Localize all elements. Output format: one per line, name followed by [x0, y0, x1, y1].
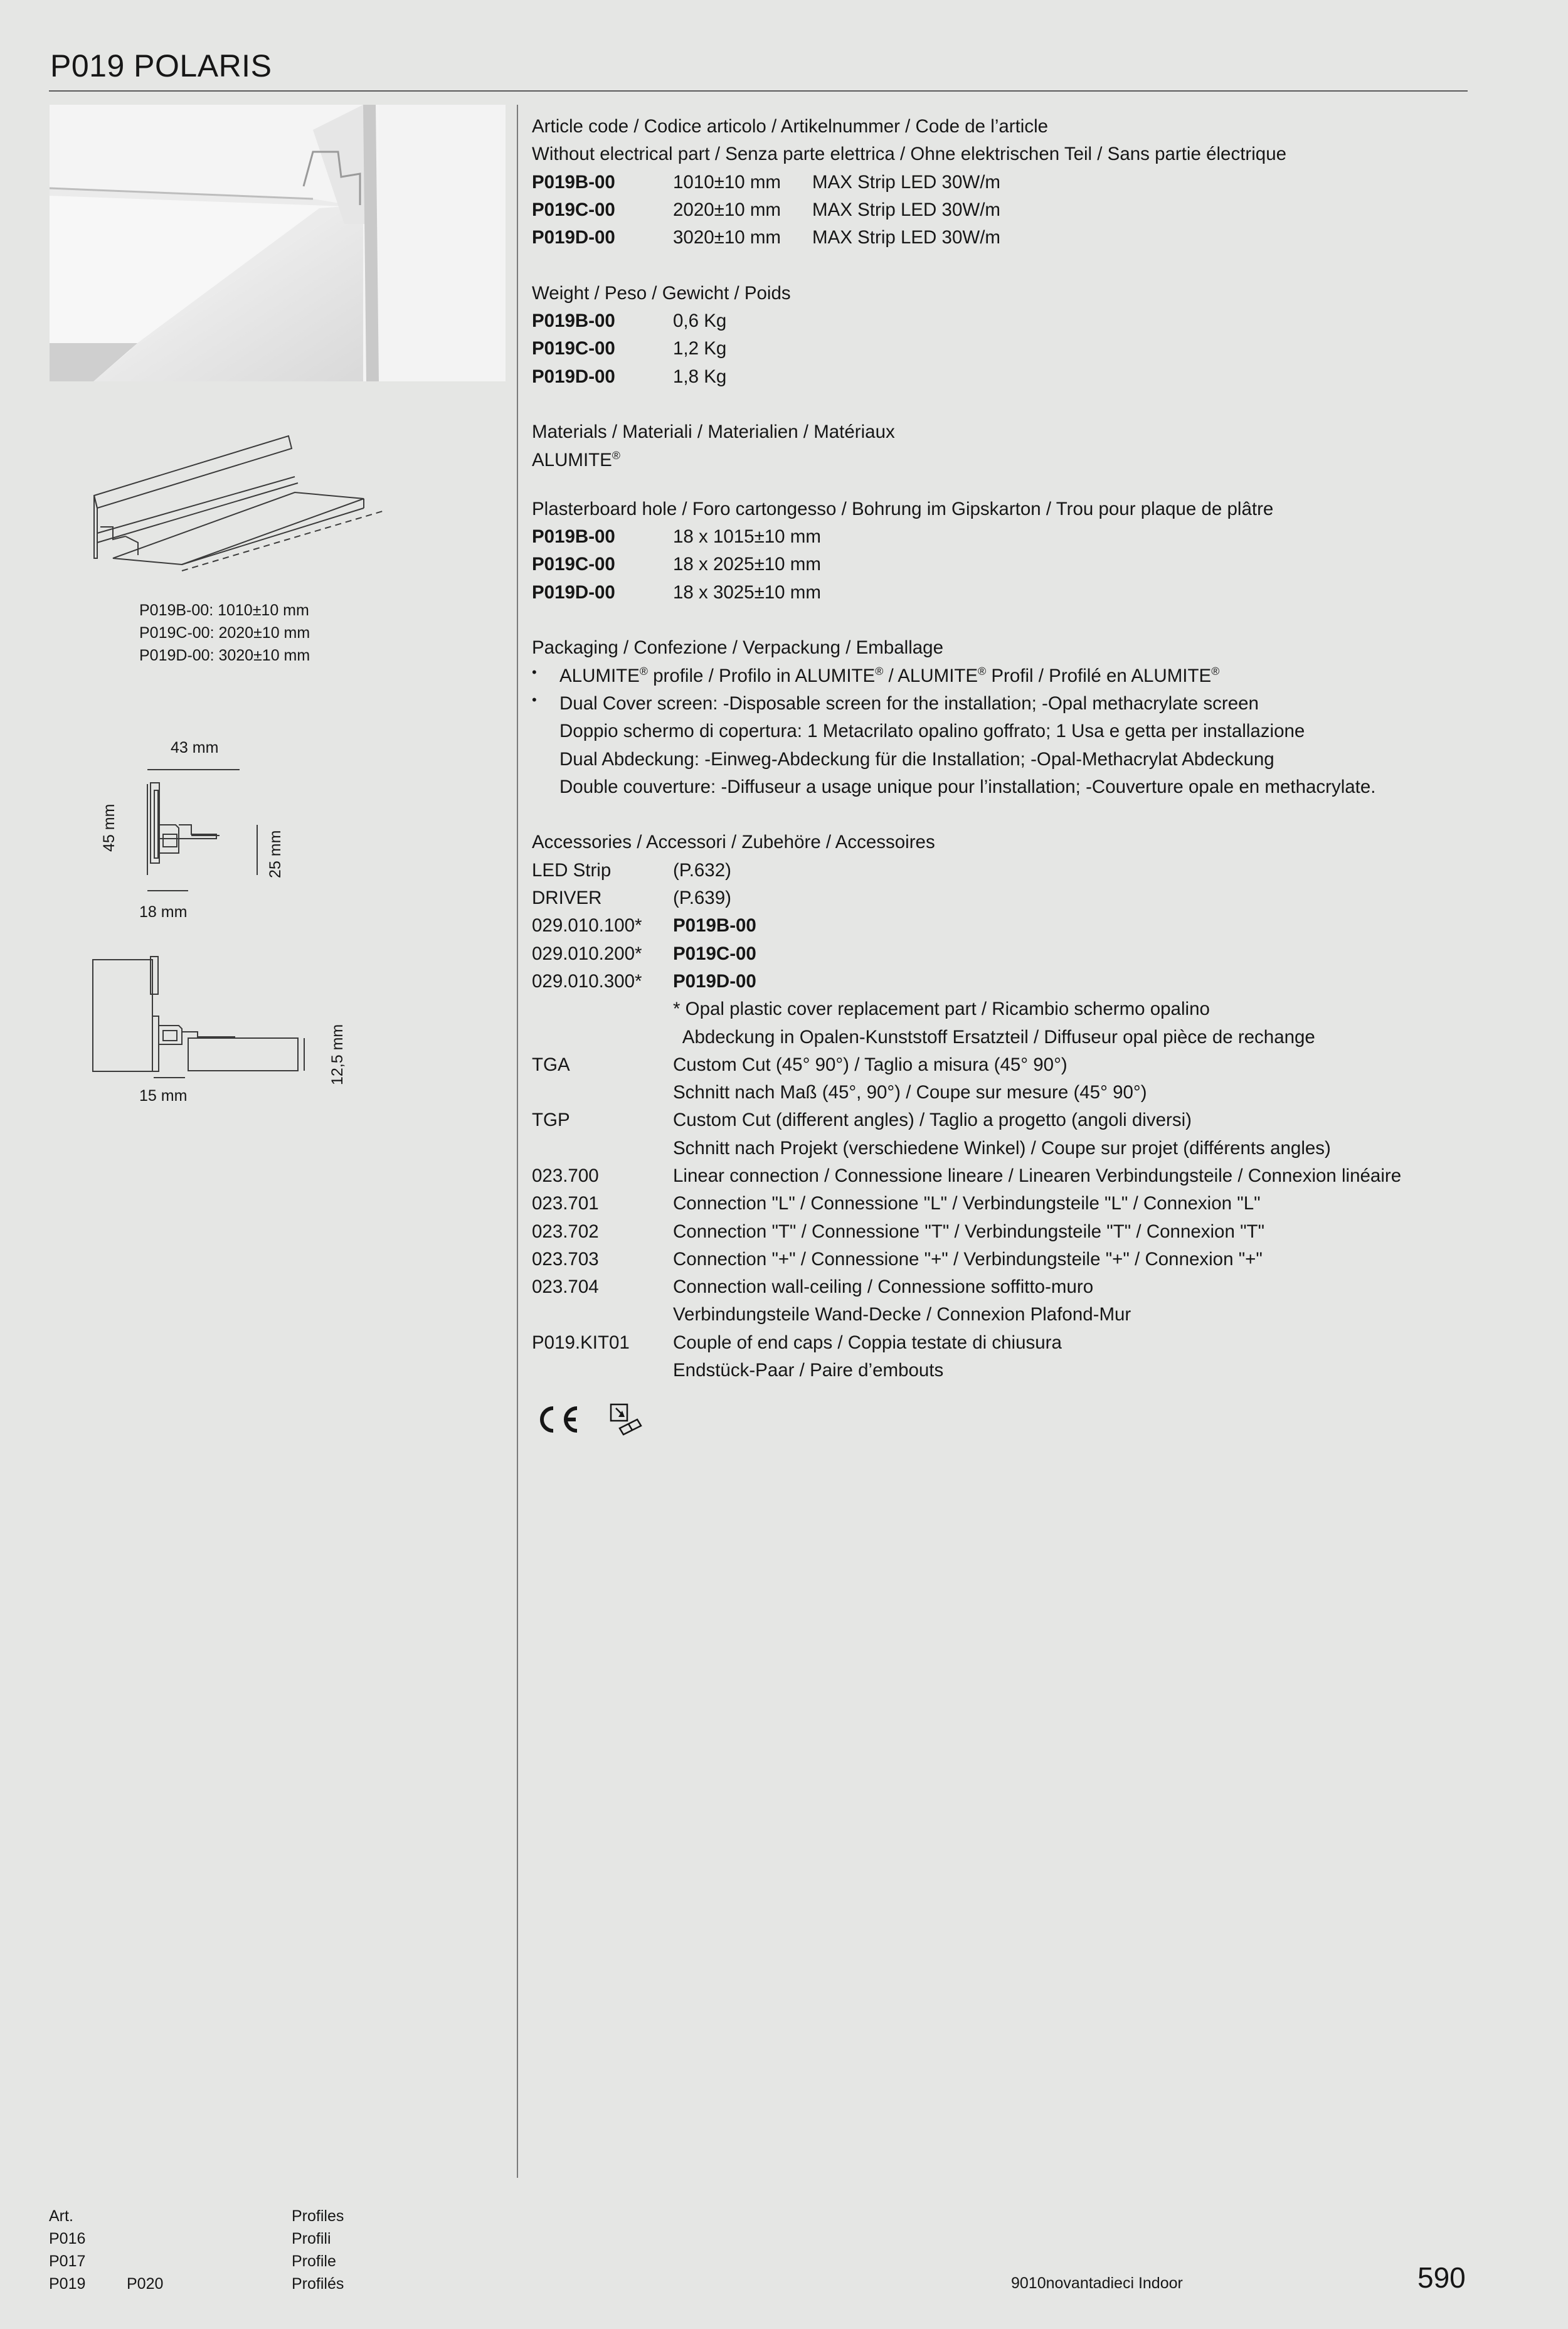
accessory-text: P019B-00: [673, 915, 756, 936]
accessory-code: 029.010.200*: [532, 943, 642, 964]
accessory-row: [532, 1106, 1468, 1134]
dim-height-label-2: 12,5 mm: [329, 1024, 346, 1085]
article-row: [532, 196, 1468, 224]
footer-articles: [49, 2205, 164, 2295]
accessory-row: [532, 1273, 1468, 1301]
accessory-text: Custom Cut (45° 90°) / Taglio a misura (45° 90°): [673, 1054, 1067, 1075]
weight-value: 1,2 Kg: [673, 338, 727, 359]
accessory-text: Connection wall-ceiling / Connessione soffitto-muro: [673, 1276, 1094, 1298]
accessory-code: 023.702: [532, 1221, 599, 1242]
materials-value: ALUMITE®: [532, 448, 620, 470]
weight-code: P019C-00: [532, 338, 615, 359]
article-row: [532, 224, 1468, 252]
accessory-row: [532, 857, 1468, 884]
hole-row: [532, 523, 1468, 551]
section-drawing-1: [119, 765, 282, 903]
footer-article: P017: [49, 2252, 86, 2270]
accessory-code: 029.010.300*: [532, 970, 642, 992]
accessory-text: Connection "L" / Connessione "L" / Verbindungsteile "L" / Connexion "L": [673, 1193, 1261, 1214]
article-info: MAX Strip LED 30W/m: [812, 171, 1000, 193]
accessory-code: 023.703: [532, 1248, 599, 1270]
accessory-code: 023.701: [532, 1193, 599, 1214]
article-row: [532, 169, 1468, 196]
dim-bottom-label-2: 15 mm: [139, 1087, 188, 1105]
length-item: P019B-00: 1010±10 mm: [139, 602, 309, 619]
accessory-row: [532, 1301, 1468, 1329]
accessory-text: P019D-00: [673, 970, 756, 992]
weight-row: [532, 335, 1468, 363]
article-code: P019B-00: [532, 171, 615, 193]
weight-code: P019D-00: [532, 366, 615, 387]
accessory-code: 023.700: [532, 1165, 599, 1186]
footer-categories: [292, 2205, 344, 2295]
weight-row: [532, 307, 1468, 335]
accessory-row: [532, 1135, 1468, 1162]
accessory-row: [532, 940, 1468, 968]
article-length: 3020±10 mm: [673, 227, 781, 248]
accessory-code: 029.010.100*: [532, 915, 642, 936]
accessory-row: [532, 1190, 1468, 1218]
spec-column: [532, 113, 1468, 1445]
hole-code: P019D-00: [532, 581, 615, 603]
article-code: P019D-00: [532, 227, 615, 248]
accessory-code: 023.704: [532, 1276, 599, 1298]
length-item: P019C-00: 2020±10 mm: [139, 624, 310, 642]
column-divider: [517, 105, 518, 2178]
weight-code: P019B-00: [532, 310, 615, 332]
article-length: 1010±10 mm: [673, 171, 781, 193]
dim-height-label: 45 mm: [100, 804, 118, 852]
hole-code: P019B-00: [532, 526, 615, 548]
footer-article: P020: [127, 2275, 164, 2293]
accessory-text: (P.639): [673, 888, 731, 909]
article-length: 2020±10 mm: [673, 199, 781, 220]
hole-value: 18 x 3025±10 mm: [673, 581, 821, 603]
accessory-row: [532, 995, 1468, 1023]
accessory-text: Connection "T" / Connessione "T" / Verbindungsteile "T" / Connexion "T": [673, 1221, 1265, 1242]
article-heading: Article code / Codice articolo / Artikelnummer / Code de l’article: [532, 116, 1049, 137]
dim-inner-height-label: 25 mm: [267, 830, 284, 878]
hole-value: 18 x 2025±10 mm: [673, 554, 821, 575]
accessory-text: Custom Cut (different angles) / Taglio a progetto (angoli diversi): [673, 1110, 1192, 1131]
footer-art-label: Art.: [49, 2207, 73, 2225]
accessory-text: * Opal plastic cover replacement part / Ricambio schermo opalino: [673, 999, 1210, 1020]
footer-category: Profili: [292, 2230, 331, 2247]
accessory-code: P019.KIT01: [532, 1332, 630, 1353]
hole-value: 18 x 1015±10 mm: [673, 526, 821, 548]
packaging-bullet-2: • Dual Cover screen: -Disposable screen for the installation; -Opal methacrylate screen: [532, 691, 1259, 714]
footer-category: Profiles: [292, 2207, 344, 2225]
packaging-line: Double couverture: -Diffuseur a usage unique pour l’installation; -Couverture opale en methacrylate.: [559, 776, 1376, 797]
packaging-line: Dual Abdeckung: -Einweg-Abdeckung für die Installation; -Opal-Methacrylat Abdeckung: [559, 748, 1274, 770]
footer-article: P019: [49, 2275, 86, 2293]
footer-category: Profilés: [292, 2275, 344, 2293]
accessories-list: [532, 857, 1468, 1385]
article-info: MAX Strip LED 30W/m: [812, 199, 1000, 220]
article-code: P019C-00: [532, 199, 615, 220]
weight-heading: Weight / Peso / Gewicht / Poids: [532, 282, 791, 304]
accessory-row: [532, 1051, 1468, 1079]
footer-category: Profile: [292, 2252, 336, 2270]
certification-marks: [532, 1401, 1468, 1445]
accessory-text: Linear connection / Connessione lineare / Linearen Verbindungsteile / Connexion linéaire: [673, 1165, 1402, 1186]
accessory-code: TGA: [532, 1054, 570, 1075]
accessory-row: [532, 912, 1468, 940]
accessory-text: Connection "+" / Connessione "+" / Verbindungsteile "+" / Connexion "+": [673, 1248, 1263, 1270]
length-list: [139, 599, 310, 667]
accessory-text: Abdeckung in Opalen-Kunststoff Ersatzteil / Diffuseur opal pièce de rechange: [673, 1026, 1315, 1048]
packaging-bullet-1: • ALUMITE® profile / Profilo in ALUMITE® / ALUMITE® Profil / Profilé en ALUMITE®: [532, 664, 1220, 686]
hole-row: [532, 579, 1468, 607]
accessory-row: [532, 1357, 1468, 1384]
footer-article: P016: [49, 2230, 86, 2247]
footer-brand: 9010novantadieci Indoor: [1011, 2274, 1183, 2292]
packaging-line: Doppio schermo di copertura: 1 Metacrilato opalino goffrato; 1 Usa e getta per installazione: [559, 721, 1305, 742]
article-subheading: Without electrical part / Senza parte elettrica / Ohne elektrischen Teil / Sans partie électrique: [532, 144, 1287, 165]
profile-perspective-drawing: [88, 433, 389, 583]
page-title: P019 POLARIS: [50, 48, 272, 83]
title-divider: [49, 90, 1468, 92]
accessory-row: [532, 1079, 1468, 1106]
ce-mark-icon: [532, 1401, 582, 1438]
accessory-row: [532, 1024, 1468, 1051]
accessory-text: Schnitt nach Maß (45°, 90°) / Coupe sur mesure (45° 90°): [673, 1082, 1147, 1103]
accessory-row: [532, 1218, 1468, 1246]
accessory-text: Endstück-Paar / Paire d’embouts: [673, 1360, 944, 1381]
article-info: MAX Strip LED 30W/m: [812, 227, 1000, 248]
section-drawing-2: [88, 953, 339, 1085]
weight-value: 1,8 Kg: [673, 366, 727, 387]
accessory-row: [532, 1246, 1468, 1273]
dim-width-label: 43 mm: [171, 739, 219, 756]
packaging-heading: Packaging / Confezione / Verpackung / Emballage: [532, 637, 943, 659]
accessory-row: [532, 884, 1468, 912]
accessory-text: Couple of end caps / Coppia testate di chiusura: [673, 1332, 1062, 1353]
page-number: 590: [1417, 2261, 1466, 2294]
product-photo: [50, 105, 506, 381]
accessories-heading: Accessories / Accessori / Zubehöre / Accessoires: [532, 832, 935, 853]
accessory-text: P019C-00: [673, 943, 756, 964]
weight-row: [532, 363, 1468, 391]
materials-heading: Materials / Materiali / Materialien / Matériaux: [532, 422, 895, 443]
accessory-row: [532, 968, 1468, 995]
installation-icon: [606, 1401, 650, 1445]
accessory-text: Verbindungsteile Wand-Decke / Connexion Plafond-Mur: [673, 1304, 1131, 1325]
accessory-text: (P.632): [673, 859, 731, 881]
accessory-row: [532, 1329, 1468, 1357]
length-item: P019D-00: 3020±10 mm: [139, 647, 310, 664]
accessory-row: [532, 1162, 1468, 1190]
accessory-text: Schnitt nach Projekt (verschiedene Winkel) / Coupe sur projet (différents angles): [673, 1137, 1331, 1159]
accessory-code: TGP: [532, 1110, 570, 1131]
hole-code: P019C-00: [532, 554, 615, 575]
accessory-code: DRIVER: [532, 888, 602, 909]
accessory-code: LED Strip: [532, 859, 612, 881]
dim-bottom-label: 18 mm: [139, 903, 188, 921]
hole-heading: Plasterboard hole / Foro cartongesso / Bohrung im Gipskarton / Trou pour plaque de plâtre: [532, 498, 1274, 519]
weight-value: 0,6 Kg: [673, 310, 727, 332]
hole-row: [532, 551, 1468, 578]
